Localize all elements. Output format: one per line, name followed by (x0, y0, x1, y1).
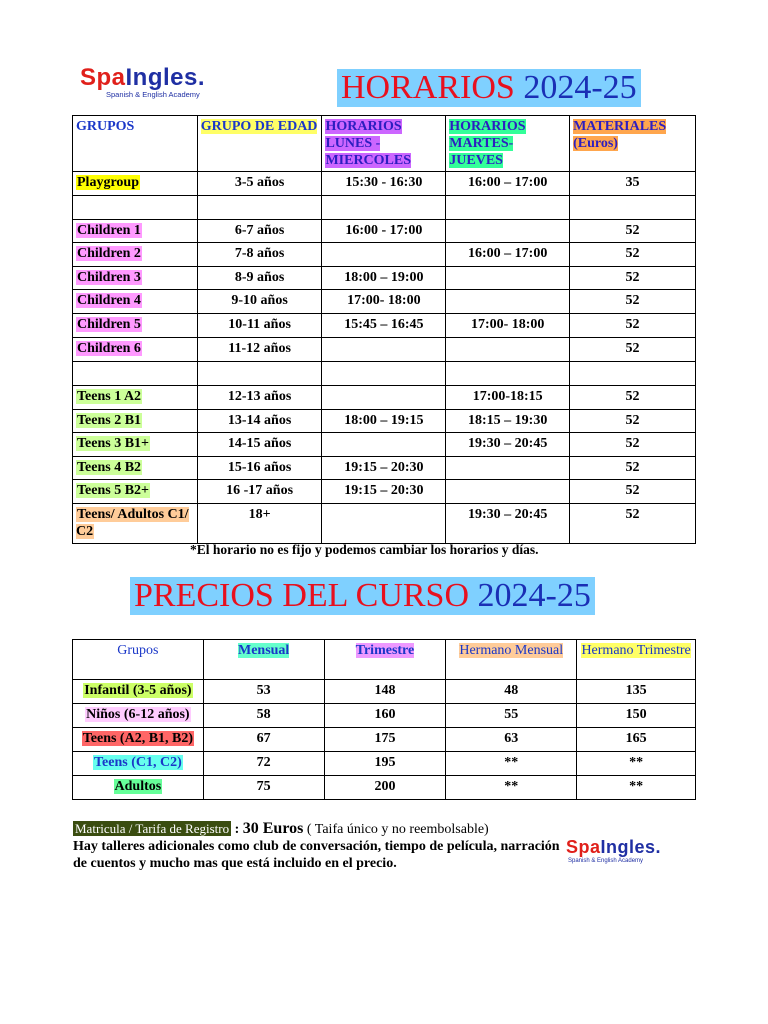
price-cell-monthly: 58 (203, 704, 324, 728)
price-cell-sib-monthly: ** (446, 752, 577, 776)
price-cell-sib-quarter: ** (577, 776, 696, 800)
logo-tagline: Spanish & English Academy (106, 90, 200, 99)
schedule-cell-materials: 52 (570, 267, 696, 290)
schedule-row (73, 314, 696, 338)
schedule-cell-materials: 52 (570, 338, 696, 362)
registration-note: ( Taifa único y no reembolsable) (306, 822, 489, 837)
schedule-cell-age: 6-7 años (197, 220, 322, 243)
schedule-cell-group: Teens 3 B1+ (73, 433, 198, 457)
schedule-cell-tue-thu (446, 338, 570, 362)
schedule-cell-mon-wed (322, 243, 446, 267)
schedule-cell-age: 8-9 años (197, 267, 322, 290)
schedule-cell-mon-wed (322, 386, 446, 410)
schedule-cell-mon-wed (322, 196, 446, 220)
schedule-cell-group (73, 196, 198, 220)
schedule-cell-tue-thu (446, 480, 570, 504)
price-cell-sib-monthly: 48 (446, 680, 577, 704)
schedule-cell-age: 3-5 años (197, 172, 322, 196)
schedule-cell-materials (570, 196, 696, 220)
prices-table (72, 639, 696, 800)
registration-info: Matricula / Tarifa de Registro : 30 Euros ( Taifa único y no reembolsable) Hay talleres adicionales como club de conversación, tiempo de película, narración de cuentos y mucho mas que está incluido en el precio. (73, 820, 560, 871)
schedule-row (73, 457, 696, 480)
schedule-cell-age: 12-13 años (197, 386, 322, 410)
academy-logo (80, 66, 310, 108)
price-cell-quarter: 160 (324, 704, 446, 728)
schedule-cell-materials: 52 (570, 243, 696, 267)
schedule-row (73, 243, 696, 267)
header-lun-mie: HORARIOS LUNES - MIERCOLES (322, 116, 446, 172)
schedule-cell-group: Children 6 (73, 338, 198, 362)
schedule-cell-materials: 52 (570, 290, 696, 314)
price-row (73, 704, 696, 728)
schedule-cell-mon-wed: 15:30 - 16:30 (322, 172, 446, 196)
prices-title: PRECIOS DEL CURSO 2024-25 (130, 577, 595, 615)
schedule-cell-mon-wed (322, 433, 446, 457)
header-hermano-trimestre: Hermano Trimestre (577, 640, 696, 680)
schedule-cell-age (197, 362, 322, 386)
price-cell-group: Adultos (73, 776, 204, 800)
schedule-cell-materials: 52 (570, 410, 696, 433)
header-grupos: GRUPOS (73, 116, 198, 172)
schedule-cell-mon-wed: 18:00 – 19:15 (322, 410, 446, 433)
price-row (73, 776, 696, 800)
schedule-cell-group: Teens 1 A2 (73, 386, 198, 410)
price-cell-sib-monthly: 63 (446, 728, 577, 752)
schedule-cell-materials: 52 (570, 480, 696, 504)
price-cell-quarter: 200 (324, 776, 446, 800)
registration-amount: 30 Euros (242, 820, 304, 837)
schedule-row (73, 410, 696, 433)
schedule-cell-group: Teens 5 B2+ (73, 480, 198, 504)
price-cell-group: Teens (A2, B1, B2) (73, 728, 204, 752)
price-cell-quarter: 195 (324, 752, 446, 776)
logo-tagline: Spanish & English Academy (568, 858, 644, 864)
academy-logo-small (566, 832, 696, 884)
schedule-header-row (73, 116, 696, 172)
price-row (73, 680, 696, 704)
schedule-cell-tue-thu: 17:00- 18:00 (446, 314, 570, 338)
schedule-cell-mon-wed (322, 362, 446, 386)
schedule-row (73, 386, 696, 410)
price-cell-quarter: 175 (324, 728, 446, 752)
registration-label: Matricula / Tarifa de Registro (75, 821, 230, 836)
schedule-cell-group (73, 362, 198, 386)
schedule-cell-materials: 52 (570, 314, 696, 338)
price-cell-sib-quarter: 135 (577, 680, 696, 704)
schedule-cell-mon-wed: 19:15 – 20:30 (322, 457, 446, 480)
schedule-cell-mon-wed: 19:15 – 20:30 (322, 480, 446, 504)
schedule-cell-age: 15-16 años (197, 457, 322, 480)
price-cell-monthly: 67 (203, 728, 324, 752)
schedule-cell-age: 13-14 años (197, 410, 322, 433)
header-trimestre: Trimestre (324, 640, 446, 680)
prices-header-row (73, 640, 696, 680)
schedule-note: *El horario no es fijo y podemos cambiar los horarios y días. (190, 542, 539, 557)
schedule-cell-tue-thu: 17:00-18:15 (446, 386, 570, 410)
schedule-cell-group: Children 5 (73, 314, 198, 338)
schedule-cell-age: 10-11 años (197, 314, 322, 338)
schedule-table (72, 115, 696, 544)
schedule-cell-tue-thu (446, 290, 570, 314)
price-cell-monthly: 72 (203, 752, 324, 776)
schedule-row (73, 172, 696, 196)
schedule-cell-age: 14-15 años (197, 433, 322, 457)
price-row (73, 752, 696, 776)
schedule-cell-tue-thu (446, 196, 570, 220)
schedule-cell-mon-wed (322, 504, 446, 544)
schedule-title: HORARIOS 2024-25 (337, 69, 641, 107)
schedule-cell-group: Children 3 (73, 267, 198, 290)
price-cell-sib-monthly: 55 (446, 704, 577, 728)
price-cell-group: Infantil (3-5 años) (73, 680, 204, 704)
header-edad: GRUPO DE EDAD (197, 116, 322, 172)
schedule-row (73, 196, 696, 220)
schedule-cell-age (197, 196, 322, 220)
schedule-row (73, 504, 696, 544)
logo-brand: SpaIngles. (566, 837, 662, 857)
schedule-cell-mon-wed: 15:45 – 16:45 (322, 314, 446, 338)
schedule-row (73, 290, 696, 314)
schedule-cell-tue-thu: 19:30 – 20:45 (446, 433, 570, 457)
schedule-row (73, 362, 696, 386)
schedule-cell-group: Children 1 (73, 220, 198, 243)
header-mensual: Mensual (203, 640, 324, 680)
workshops-text: Hay talleres adicionales como club de conversación, tiempo de película, narración de cuentos y mucho mas que está incluido en el precio. (73, 839, 560, 871)
schedule-cell-materials: 52 (570, 504, 696, 544)
schedule-cell-tue-thu (446, 267, 570, 290)
schedule-cell-mon-wed (322, 338, 446, 362)
header-hermano-mensual: Hermano Mensual (446, 640, 577, 680)
schedule-cell-age: 11-12 años (197, 338, 322, 362)
schedule-cell-age: 9-10 años (197, 290, 322, 314)
price-cell-sib-quarter: 150 (577, 704, 696, 728)
schedule-cell-materials: 52 (570, 457, 696, 480)
schedule-row (73, 338, 696, 362)
schedule-cell-tue-thu: 16:00 – 17:00 (446, 172, 570, 196)
schedule-row (73, 220, 696, 243)
schedule-cell-tue-thu (446, 362, 570, 386)
price-cell-group: Niños (6-12 años) (73, 704, 204, 728)
schedule-cell-group: Children 4 (73, 290, 198, 314)
schedule-cell-group: Teens 4 B2 (73, 457, 198, 480)
schedule-cell-tue-thu (446, 220, 570, 243)
price-cell-quarter: 148 (324, 680, 446, 704)
schedule-cell-tue-thu: 16:00 – 17:00 (446, 243, 570, 267)
schedule-cell-tue-thu: 19:30 – 20:45 (446, 504, 570, 544)
header-grupos: Grupos (73, 640, 204, 680)
header-mar-jue: HORARIOS MARTES-JUEVES (446, 116, 570, 172)
schedule-cell-age: 16 -17 años (197, 480, 322, 504)
schedule-cell-group: Teens/ Adultos C1/ C2 (73, 504, 198, 544)
schedule-cell-mon-wed: 17:00- 18:00 (322, 290, 446, 314)
schedule-row (73, 433, 696, 457)
schedule-cell-group: Children 2 (73, 243, 198, 267)
schedule-cell-materials: 52 (570, 386, 696, 410)
price-cell-sib-quarter: 165 (577, 728, 696, 752)
schedule-row (73, 480, 696, 504)
schedule-cell-mon-wed: 16:00 - 17:00 (322, 220, 446, 243)
header-materiales: MATERIALES (Euros) (570, 116, 696, 172)
schedule-row (73, 267, 696, 290)
schedule-cell-materials: 52 (570, 220, 696, 243)
schedule-cell-mon-wed: 18:00 – 19:00 (322, 267, 446, 290)
schedule-cell-group: Teens 2 B1 (73, 410, 198, 433)
schedule-cell-materials (570, 362, 696, 386)
schedule-cell-age: 18+ (197, 504, 322, 544)
logo-brand: SpaIngles. (80, 64, 206, 91)
price-cell-sib-monthly: ** (446, 776, 577, 800)
schedule-cell-age: 7-8 años (197, 243, 322, 267)
schedule-cell-tue-thu (446, 457, 570, 480)
schedule-cell-materials: 52 (570, 433, 696, 457)
price-cell-monthly: 53 (203, 680, 324, 704)
price-cell-group: Teens (C1, C2) (73, 752, 204, 776)
price-row (73, 728, 696, 752)
price-cell-sib-quarter: ** (577, 752, 696, 776)
schedule-cell-group: Playgroup (73, 172, 198, 196)
price-cell-monthly: 75 (203, 776, 324, 800)
schedule-cell-tue-thu: 18:15 – 19:30 (446, 410, 570, 433)
schedule-cell-materials: 35 (570, 172, 696, 196)
